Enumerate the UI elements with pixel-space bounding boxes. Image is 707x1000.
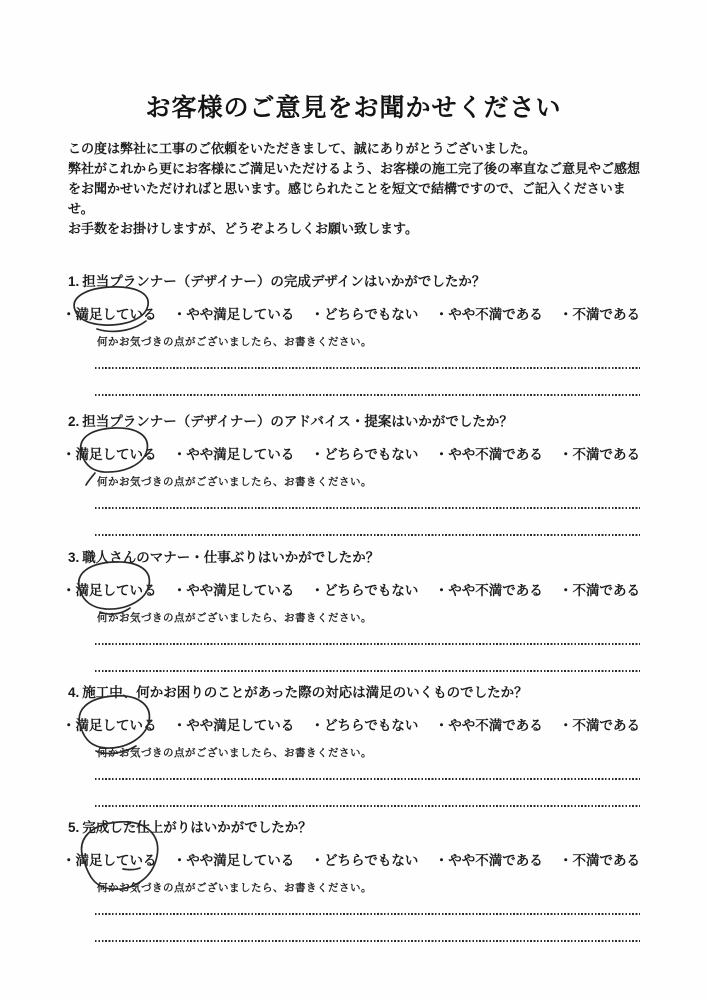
bullet-icon: ・ <box>559 307 573 322</box>
answer-dotted-line <box>95 367 640 369</box>
bullet-icon: ・ <box>310 307 325 322</box>
option-somewhat-satisfied: ・やや満足している <box>172 307 295 322</box>
option-somewhat-satisfied: ・やや満足している <box>172 718 295 733</box>
bullet-icon: ・ <box>310 853 325 868</box>
option-somewhat-dissatisfied: ・やや不満である <box>434 583 543 598</box>
options-row <box>62 579 640 599</box>
bullet-icon: ・ <box>559 718 573 733</box>
bullet-icon: ・ <box>172 447 187 462</box>
answer-dotted-line <box>95 670 640 672</box>
bullet-icon: ・ <box>310 718 325 733</box>
question-text <box>68 270 485 290</box>
bullet-icon: ・ <box>434 307 449 322</box>
page-title: お客様のご意見をお聞かせください <box>145 95 562 122</box>
option-satisfied: ・満足している <box>62 307 157 322</box>
comment-prompt: 何かお気づきの点がございましたら、お書きください。 <box>97 336 372 348</box>
option-dissatisfied: ・不満である <box>559 853 640 868</box>
answer-dotted-line <box>95 507 640 509</box>
option-dissatisfied: ・不満である <box>559 447 640 462</box>
answer-dotted-line <box>95 940 640 942</box>
option-somewhat-dissatisfied: ・やや不満である <box>434 718 543 733</box>
question-label: 施工中、何かお困りのことがあった際の対応は満足のいくものでしたか？ <box>82 685 528 700</box>
options-row <box>62 443 640 463</box>
question-text <box>68 681 528 701</box>
answer-dotted-line <box>95 913 640 915</box>
question-text <box>68 816 312 836</box>
option-somewhat-satisfied: ・やや満足している <box>172 853 295 868</box>
answer-dotted-line <box>95 805 640 807</box>
bullet-icon: ・ <box>434 583 449 598</box>
intro-line: をお聞かせいただければと思います。感じられたことを短文で結構ですので、ご記入くださいませ。 <box>68 181 626 216</box>
bullet-icon: ・ <box>172 307 187 322</box>
comment-prompt: 何かお気づきの点がございましたら、お書きください。 <box>97 747 372 759</box>
option-somewhat-satisfied: ・やや満足している <box>172 583 295 598</box>
comment-prompt: 何かお気づきの点がございましたら、お書きください。 <box>97 882 372 894</box>
answer-dotted-line <box>95 643 640 645</box>
option-dissatisfied: ・不満である <box>559 718 640 733</box>
option-dissatisfied: ・不満である <box>559 583 640 598</box>
option-somewhat-dissatisfied: ・やや不満である <box>434 853 543 868</box>
bullet-icon: ・ <box>310 447 325 462</box>
bullet-icon: ・ <box>434 718 449 733</box>
bullet-icon: ・ <box>172 853 187 868</box>
option-somewhat-dissatisfied: ・やや不満である <box>434 447 543 462</box>
option-somewhat-dissatisfied: ・やや不満である <box>434 307 543 322</box>
bullet-icon: ・ <box>172 718 187 733</box>
question-number: 1. <box>68 274 80 289</box>
question-block <box>62 681 640 811</box>
question-text <box>68 546 379 566</box>
question-block <box>62 410 640 540</box>
question-number: 5. <box>68 820 80 835</box>
answer-dotted-line <box>95 394 640 396</box>
options-row <box>62 849 640 869</box>
option-dissatisfied: ・不満である <box>559 307 640 322</box>
question-block <box>62 270 640 400</box>
bullet-icon: ・ <box>434 447 449 462</box>
question-text <box>68 410 513 430</box>
question-label: 担当プランナー（デザイナー）の完成デザインはいかがでしたか？ <box>82 274 486 289</box>
options-row <box>62 303 640 323</box>
bullet-icon: ・ <box>559 853 573 868</box>
bullet-icon: ・ <box>62 718 76 733</box>
question-label: 職人さんのマナー・仕事ぶりはいかがでしたか？ <box>82 550 380 565</box>
bullet-icon: ・ <box>62 853 76 868</box>
question-label: 完成した仕上がりはいかがでしたか？ <box>82 820 312 835</box>
options-row <box>62 714 640 734</box>
option-neutral: ・どちらでもない <box>310 447 419 462</box>
question-number: 4. <box>68 685 80 700</box>
question-number: 2. <box>68 414 80 429</box>
option-neutral: ・どちらでもない <box>310 307 419 322</box>
option-satisfied: ・満足している <box>62 853 157 868</box>
bullet-icon: ・ <box>434 853 449 868</box>
question-block <box>62 816 640 946</box>
answer-dotted-line <box>95 534 640 536</box>
bullet-icon: ・ <box>310 583 325 598</box>
intro-line: お手数をお掛けしますが、どうぞよろしくお願い致します。 <box>68 221 418 236</box>
question-block <box>62 546 640 676</box>
comment-prompt: 何かお気づきの点がございましたら、お書きください。 <box>97 476 372 488</box>
option-somewhat-satisfied: ・やや満足している <box>172 447 295 462</box>
question-label: 担当プランナー（デザイナー）のアドバイス・提案はいかがでしたか？ <box>82 414 513 429</box>
option-neutral: ・どちらでもない <box>310 718 419 733</box>
intro-line: この度は弊社に工事のご依頼をいただきまして、誠にありがとうございました。 <box>68 141 536 156</box>
bullet-icon: ・ <box>62 447 76 462</box>
option-satisfied: ・満足している <box>62 583 157 598</box>
option-neutral: ・どちらでもない <box>310 853 419 868</box>
bullet-icon: ・ <box>62 307 76 322</box>
bullet-icon: ・ <box>172 583 187 598</box>
option-satisfied: ・満足している <box>62 447 157 462</box>
answer-dotted-line <box>95 778 640 780</box>
option-satisfied: ・満足している <box>62 718 157 733</box>
comment-prompt: 何かお気づきの点がございましたら、お書きください。 <box>97 612 372 624</box>
question-number: 3. <box>68 550 80 565</box>
bullet-icon: ・ <box>559 583 573 598</box>
bullet-icon: ・ <box>559 447 573 462</box>
intro-line: 弊社がこれから更にお客様にご満足いただけるよう、お客様の施工完了後の率直なご意見やご感想 <box>68 161 641 176</box>
option-neutral: ・どちらでもない <box>310 583 419 598</box>
bullet-icon: ・ <box>62 583 76 598</box>
